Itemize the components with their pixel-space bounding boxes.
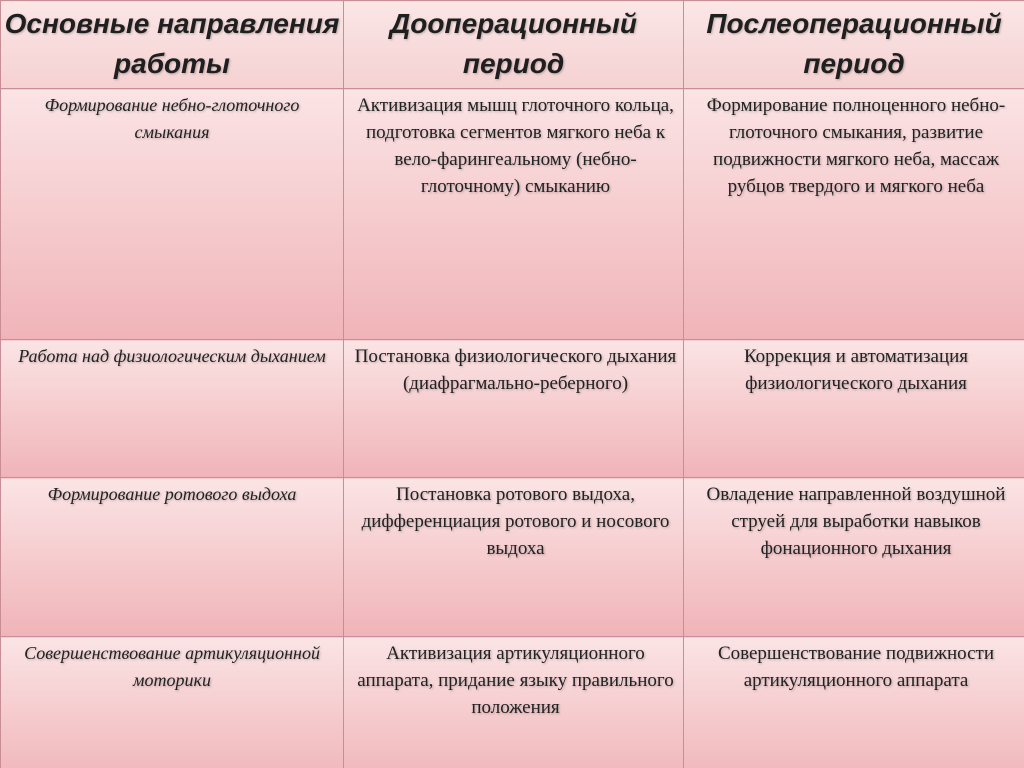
row-preoperative: Активизация артикуляционного аппарата, придание языку правильного положения <box>344 637 684 768</box>
row-direction: Формирование небно-глоточного смыкания <box>1 89 344 340</box>
header-preoperative: Дооперационный период <box>344 1 684 89</box>
row-preoperative: Активизация мышц глоточного кольца, подготовка сегментов мягкого неба к вело-фарингеальному (небно-глоточному) смыканию <box>344 89 684 340</box>
row-postoperative: Формирование полноценного небно-глоточного смыкания, развитие подвижности мягкого неба, массаж рубцов твердого и мягкого неба <box>684 89 1024 340</box>
row-preoperative: Постановка физиологического дыхания (диафрагмально-реберного) <box>344 340 684 478</box>
table-row <box>1 89 1024 340</box>
row-direction: Работа над физиологическим дыханием <box>1 340 344 478</box>
header-row <box>1 1 1024 89</box>
header-postoperative: Послеоперационный период <box>684 1 1024 89</box>
row-postoperative: Коррекция и автоматизация физиологического дыхания <box>684 340 1024 478</box>
row-preoperative: Постановка ротового выдоха, дифференциация ротового и носового выдоха <box>344 478 684 637</box>
row-direction: Совершенствование артикуляционной моторики <box>1 637 344 768</box>
row-postoperative: Совершенствование подвижности артикуляционного аппарата <box>684 637 1024 768</box>
table-row <box>1 637 1024 768</box>
table-row <box>1 478 1024 637</box>
row-direction: Формирование ротового выдоха <box>1 478 344 637</box>
table-row <box>1 340 1024 478</box>
header-directions: Основные направления работы <box>1 1 344 89</box>
row-postoperative: Овладение направленной воздушной струей для выработки навыков фонационного дыхания <box>684 478 1024 637</box>
